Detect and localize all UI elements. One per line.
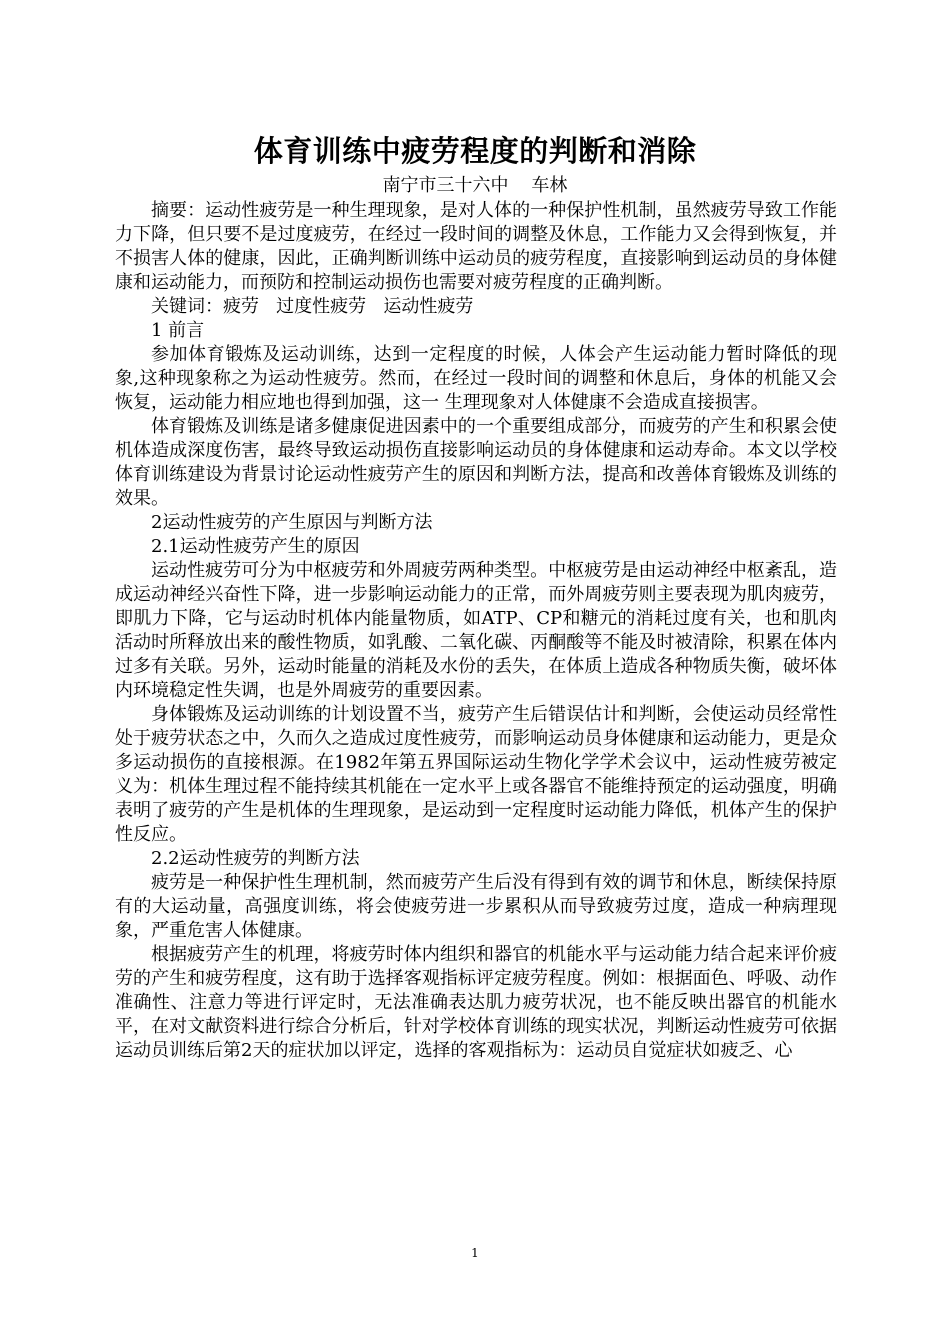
author-line: 南宁市三十六中 车林 [382, 175, 568, 196]
section-2-2-paragraph-1: 疲劳是一种保护性生理机制，然而疲劳产生后没有得到有效的调节和休息，断续保持原有的大运动量，高强度训练，将会使疲劳进一步累积从而导致疲劳过度，造成一种病理现象，严重危害人体健康。 [115, 872, 837, 941]
document-body [115, 199, 837, 1063]
keywords-line: 关键词：疲劳 过度性疲劳 运动性疲劳 [151, 296, 474, 317]
section-1-paragraph-1: 参加体育锻炼及运动训练，达到一定程度的时候，人体会产生运动能力暂时降低的现象,这种现象称之为运动性疲劳。然而，在经过一段时间的调整和休息后，身体的机能又会恢复，运动能力相应地也得到加强，这一 生理现象对人体健康不会造成直接损害。 [115, 344, 837, 413]
section-1-heading: 1 前言 [151, 320, 205, 341]
section-2-2-paragraph-2: 根据疲劳产生的机理，将疲劳时体内组织和器官的机能水平与运动能力结合起来评价疲劳的产生和疲劳程度，这有助于选择客观指标评定疲劳程度。例如：根据面色、呼吸、动作准确性、注意力等进行评定时，无法准确表达肌力疲劳状况，也不能反映出器官的机能水平，在对文献资料进行综合分析后，针对学校体育训练的现实状况，判断运动性疲劳可依据运动员训练后第2天的症状加以评定，选择的客观指标为：运动员自觉症状如疲乏、心 [115, 944, 837, 1061]
section-2-2-heading: 2.2运动性疲劳的判断方法 [151, 848, 360, 869]
section-2-1-paragraph-2: 身体锻炼及运动训练的计划设置不当，疲劳产生后错误估计和判断，会使运动员经常性处于疲劳状态之中，久而久之造成过度性疲劳，而影响运动员身体健康和运动能力，更是众多运动损伤的直接根源。在1982年第五界国际运动生物化学学术会议中，运动性疲劳被定义为：机体生理过程不能持续其机能在一定水平上或各器官不能维持预定的运动强度，明确表明了疲劳的产生是机体的生理现象，是运动到一定程度时运动能力降低，机体产生的保护性反应。 [115, 704, 837, 845]
abstract-paragraph: 摘要：运动性疲劳是一种生理现象，是对人体的一种保护性机制，虽然疲劳导致工作能力下降，但只要不是过度疲劳，在经过一段时间的调整及休息，工作能力又会得到恢复，并不损害人体的健康，因此，正确判断训练中运动员的疲劳程度，直接影响到运动员的身体健康和运动能力，而预防和控制运动损伤也需要对疲劳程度的正确判断。 [115, 200, 837, 293]
section-2-heading: 2运动性疲劳的产生原因与判断方法 [151, 512, 433, 533]
section-1-paragraph-2: 体育锻炼及训练是诸多健康促进因素中的一个重要组成部分，而疲劳的产生和积累会使机体造成深度伤害，最终导致运动损伤直接影响运动员的身体健康和运动寿命。本文以学校体育训练建设为背景讨论运动性疲劳产生的原因和判断方法，提高和改善体育锻炼及训练的效果。 [115, 416, 837, 509]
document-title: 体育训练中疲劳程度的判断和消除 [253, 134, 697, 168]
page-number: 1 [471, 1246, 479, 1260]
section-2-1-paragraph-1: 运动性疲劳可分为中枢疲劳和外周疲劳两种类型。中枢疲劳是由运动神经中枢紊乱，造成运动神经兴奋性下降，进一步影响运动能力的正常，而外周疲劳则主要表现为肌肉疲劳，即肌力下降，它与运动时机体内能量物质，如ATP、CP和糖元的消耗过度有关，也和肌肉活动时所释放出来的酸性物质，如乳酸、二氧化碳、丙酮酸等不能及时被清除，积累在体内过多有关联。另外，运动时能量的消耗及水份的丢失，在体质上造成各种物质失衡，破坏体内环境稳定性失调，也是外周疲劳的重要因素。 [115, 560, 837, 701]
section-2-1-heading: 2.1运动性疲劳产生的原因 [151, 536, 360, 557]
